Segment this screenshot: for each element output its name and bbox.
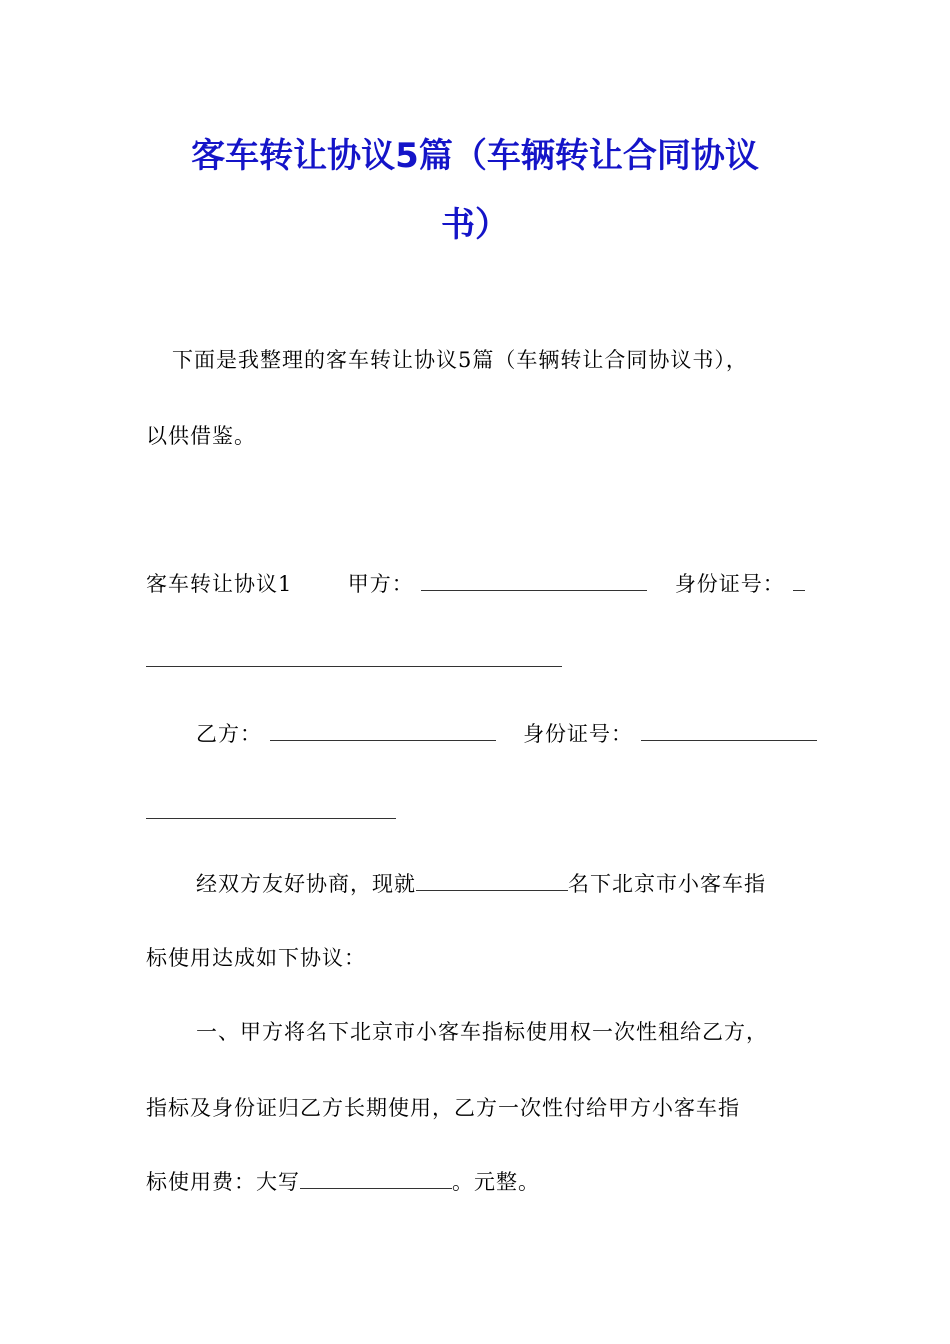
party-a-blank bbox=[421, 572, 647, 591]
agreement-1-row bbox=[146, 570, 805, 598]
clause-1-line-3 bbox=[146, 1168, 540, 1196]
party-b-id-blank bbox=[146, 818, 396, 819]
clause-1-text-a: 标使用费：大写 bbox=[146, 1170, 300, 1194]
intro-line-2: 以供借鉴。 bbox=[146, 424, 256, 448]
party-a-id-blank bbox=[146, 666, 562, 667]
party-a-id-label: 身份证号： bbox=[674, 572, 785, 596]
paragraph-1-text-b: 名下北京市小客车指 bbox=[568, 872, 766, 896]
document-title-line-2: 书） bbox=[441, 205, 509, 245]
party-b-blank bbox=[270, 722, 496, 741]
fee-amount-blank bbox=[300, 1170, 452, 1189]
agreement-heading: 客车转让协议1 bbox=[146, 572, 293, 596]
party-b-id-label: 身份证号： bbox=[523, 722, 634, 746]
paragraph-1-line-1 bbox=[196, 870, 766, 898]
party-b-id-blank-start bbox=[641, 722, 817, 741]
party-b-row bbox=[196, 720, 817, 748]
clause-1-line-1: 一、甲方将名下北京市小客车指标使用权一次性租给乙方， bbox=[196, 1020, 768, 1044]
clause-1-line-2: 指标及身份证归乙方长期使用，乙方一次性付给甲方小客车指 bbox=[146, 1096, 740, 1120]
intro-line-1: 下面是我整理的客车转让协议5篇（车辆转让合同协议书）， bbox=[172, 348, 748, 372]
party-b-label: 乙方： bbox=[196, 722, 262, 746]
paragraph-1-line-2: 标使用达成如下协议： bbox=[146, 946, 366, 970]
party-a-id-blank-start bbox=[793, 572, 805, 591]
party-a-label: 甲方： bbox=[347, 572, 414, 596]
clause-1-text-b: 。元整。 bbox=[452, 1170, 540, 1194]
paragraph-1-text-a: 经双方友好协商，现就 bbox=[196, 872, 416, 896]
owner-name-blank bbox=[416, 872, 568, 891]
document-title-line-1: 客车转让协议5篇（车辆转让合同协议 bbox=[191, 136, 759, 176]
